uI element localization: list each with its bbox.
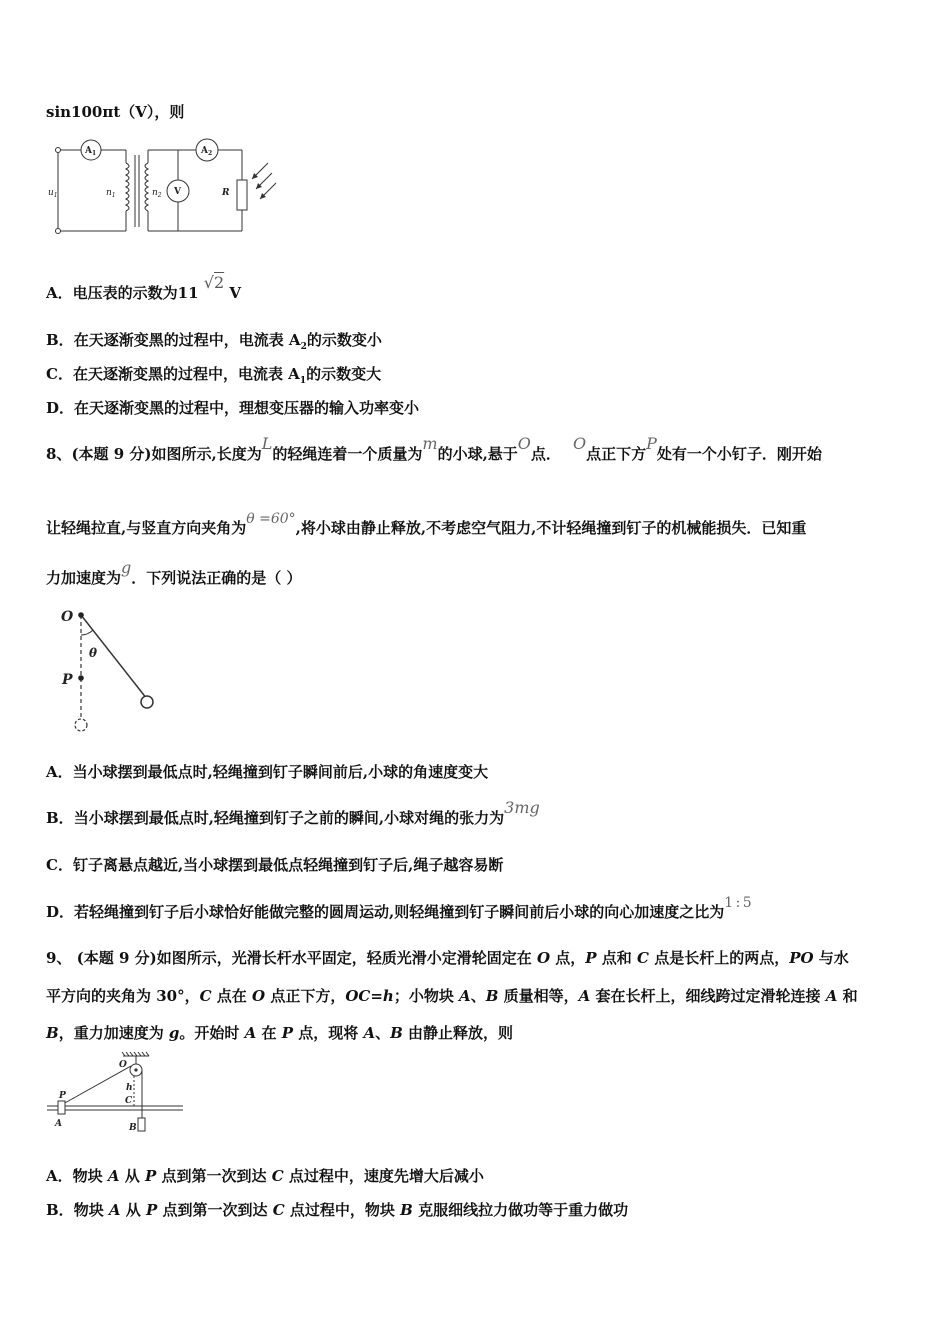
var-po: PO <box>789 949 814 967</box>
var-a: A <box>107 1167 120 1185</box>
var-a: A <box>244 1024 257 1042</box>
label-a2: $A_2$ <box>201 146 213 157</box>
label-n1: $n_1$ <box>106 188 116 199</box>
stem-text: ,将小球由静止释放,不考虑空气阻力,不计轻绳撞到钉子的机械能损失．已知重 <box>295 519 807 537</box>
q7-option-c <box>46 364 381 391</box>
var-c: C <box>271 1167 284 1185</box>
option-text: 在天逐渐变黑的过程中，理想变压器的输入功率变小 <box>74 399 420 417</box>
math-L: L <box>261 434 273 453</box>
transformer-circuit-figure <box>46 135 276 240</box>
label-o: O <box>119 1060 127 1070</box>
q7-option-a <box>46 273 242 303</box>
label-u1: $u_1$ <box>48 188 58 199</box>
option-unit: V <box>229 284 242 302</box>
stem-text: 点正下方， <box>265 987 346 1005</box>
stem-text: 点． <box>530 445 561 463</box>
question-number: 8、 <box>46 445 72 463</box>
stem-text: 、 <box>375 1024 391 1042</box>
var-p: P <box>281 1024 294 1042</box>
q8-line-1 <box>46 434 822 464</box>
option-text: 当小球摆到最低点时,轻绳撞到钉子之前的瞬间,小球对绳的张力为 <box>73 809 505 827</box>
option-letter: B． <box>46 809 74 827</box>
math-O: O <box>572 434 587 453</box>
var-b: B <box>46 1024 59 1042</box>
stem-text: 的小球,悬于 <box>437 445 518 463</box>
option-letter: D． <box>46 903 75 921</box>
theta-arc <box>81 630 93 635</box>
question-number: 9、 <box>46 949 72 967</box>
label-a1: $A_1$ <box>85 146 97 157</box>
q9-line-2 <box>46 986 858 1006</box>
option-text: 当小球摆到最低点时,轻绳撞到钉子瞬间前后,小球的角速度变大 <box>72 763 489 781</box>
stem-text: ；小物块 <box>393 987 460 1005</box>
option-letter: B． <box>46 1201 74 1219</box>
var-g: g <box>168 1024 180 1042</box>
stem-text: 和 <box>837 987 858 1005</box>
var-oc: OC=h <box>345 987 394 1005</box>
q9-line-3 <box>46 1023 513 1043</box>
option-letter: C． <box>46 856 73 874</box>
var-b: B <box>400 1201 413 1219</box>
option-text: 点过程中，物块 <box>284 1201 401 1219</box>
var-b: B <box>485 987 499 1005</box>
math-ratio: 1 : 5 <box>724 895 751 911</box>
var-p: P <box>585 949 597 967</box>
subscript: 1 <box>299 376 307 386</box>
option-letter: B． <box>46 331 74 349</box>
q8-option-a <box>46 762 488 782</box>
q7-option-b <box>46 330 382 357</box>
math-P: P <box>646 434 657 453</box>
label-o: O <box>61 609 74 625</box>
option-text: 物块 <box>73 1201 109 1219</box>
option-text: 在天逐渐变黑的过程中，电流表 A <box>73 331 301 349</box>
stem-text: 质量相等， <box>498 987 579 1005</box>
var-p: P <box>144 1167 157 1185</box>
var-o: O <box>252 987 266 1005</box>
label-theta: θ <box>89 646 98 660</box>
math-O: O <box>517 434 531 453</box>
stem-text: 点， <box>550 949 586 967</box>
q9-line-1 <box>46 948 849 968</box>
stem-text: 点，现将 <box>293 1024 364 1042</box>
option-letter: C． <box>46 365 73 383</box>
stem-text: 让轻绳拉直,与竖直方向夹角为 <box>46 519 247 537</box>
q7-tail-line <box>46 102 184 122</box>
label-v: V <box>174 187 181 197</box>
math-3mg: 3mg <box>504 798 540 817</box>
lowest-position-ball <box>75 719 87 731</box>
photoresistor-r <box>237 180 247 210</box>
block-b <box>138 1118 145 1131</box>
q8-option-d <box>46 895 751 923</box>
q9-option-b <box>46 1200 628 1220</box>
var-a: A <box>363 1024 376 1042</box>
option-letter: A． <box>46 763 73 781</box>
math-theta: θ =60° <box>246 511 296 527</box>
var-a: A <box>825 987 838 1005</box>
label-h: h <box>126 1083 133 1093</box>
option-letter: A． <box>46 1167 73 1185</box>
option-text: 电压表的示数为 <box>72 284 178 302</box>
math-m: m <box>422 434 438 453</box>
q8-line-2 <box>46 511 807 539</box>
var-a: A <box>578 987 591 1005</box>
label-r: R <box>222 188 230 198</box>
pendulum-ball <box>141 696 153 708</box>
stem-text: 、 <box>470 987 486 1005</box>
label-b: B <box>129 1123 137 1133</box>
var-c: C <box>637 949 649 967</box>
var-c: C <box>272 1201 285 1219</box>
option-text: 在天逐渐变黑的过程中，电流表 A <box>72 365 300 383</box>
option-text: 的示数变大 <box>306 365 382 383</box>
option-text: 点到第一次到达 <box>157 1201 273 1219</box>
label-n2: $n_2$ <box>152 188 162 199</box>
subscript: 2 <box>300 342 307 352</box>
stem-text: 点在 <box>211 987 253 1005</box>
stem-text: 点是长杆上的两点， <box>648 949 790 967</box>
option-text: 物块 <box>72 1167 108 1185</box>
option-text: 克服细线拉力做功等于重力做功 <box>412 1201 629 1219</box>
option-letter: A． <box>46 284 73 302</box>
q9-option-a <box>46 1166 484 1186</box>
q7-tail-text: sin100πt（V），则 <box>46 103 185 121</box>
var-a: A <box>459 987 471 1005</box>
nail-p <box>78 675 84 681</box>
secondary-coil <box>145 163 148 211</box>
var-o: O <box>536 949 551 967</box>
label-p: P <box>59 1091 66 1101</box>
q8-line-3 <box>46 558 302 588</box>
radicand: 2 <box>213 273 225 292</box>
option-text: 点过程中，速度先增大后减小 <box>283 1167 484 1185</box>
stem-text: 处有一个小钉子．刚开始 <box>656 445 822 463</box>
label-a: A <box>55 1119 62 1129</box>
stem-text: 力加速度为 <box>46 569 122 587</box>
var-a: A <box>108 1201 121 1219</box>
stem-text: (本题 9 分)如图所示,长度为 <box>71 445 262 463</box>
label-c: C <box>125 1096 133 1106</box>
radical-sign: √ <box>203 273 214 292</box>
stem-text: 点和 <box>596 949 638 967</box>
option-text: 的示数变小 <box>306 331 382 349</box>
stem-text: 与水 <box>813 949 849 967</box>
option-text: 从 <box>119 1167 145 1185</box>
var-c: C <box>199 987 212 1005</box>
stem-text: ，重力加速度为 <box>58 1024 169 1042</box>
label-p: P <box>62 672 73 688</box>
stem-text: 。开始时 <box>179 1024 245 1042</box>
stem-text: ．下列说法正确的是（ ） <box>131 569 302 587</box>
math-g: g <box>121 558 132 577</box>
sqrt-expression <box>203 273 225 303</box>
q8-option-b <box>46 798 540 828</box>
block-a <box>58 1101 65 1114</box>
option-text: 钉子离悬点越近,当小球摆到最低点轻绳撞到钉子后,绳子越容易断 <box>72 856 504 874</box>
string-a-to-pulley <box>63 1066 131 1104</box>
primary-coil <box>126 163 129 211</box>
stem-text: 由静止释放，则 <box>402 1024 514 1042</box>
option-text: 从 <box>120 1201 147 1219</box>
stem-text: 套在长杆上，细线跨过定滑轮连接 <box>590 987 826 1005</box>
option-text: 点到第一次到达 <box>156 1167 272 1185</box>
q8-option-c <box>46 855 503 875</box>
var-p: P <box>146 1201 158 1219</box>
stem-text: 在 <box>256 1024 282 1042</box>
stem-text: 的轻绳连着一个质量为 <box>272 445 423 463</box>
option-letter: D． <box>46 399 75 417</box>
option-text: 若轻绳撞到钉子后小球恰好能做完整的圆周运动,则轻绳撞到钉子瞬间前后小球的向心加速度之比为 <box>74 903 725 921</box>
pivot-o <box>78 612 84 618</box>
pulley-rod-figure <box>45 1052 190 1137</box>
option-number: 11 <box>177 284 199 302</box>
stem-text: 点正下方 <box>586 445 647 463</box>
stem-text: 平方向的夹角为 30°， <box>46 987 200 1005</box>
stem-text: (本题 9 分)如图所示，光滑长杆水平固定，轻质光滑小定滑轮固定在 <box>71 949 537 967</box>
q7-option-d <box>46 398 419 418</box>
var-b: B <box>390 1024 403 1042</box>
pendulum-figure <box>55 605 170 735</box>
